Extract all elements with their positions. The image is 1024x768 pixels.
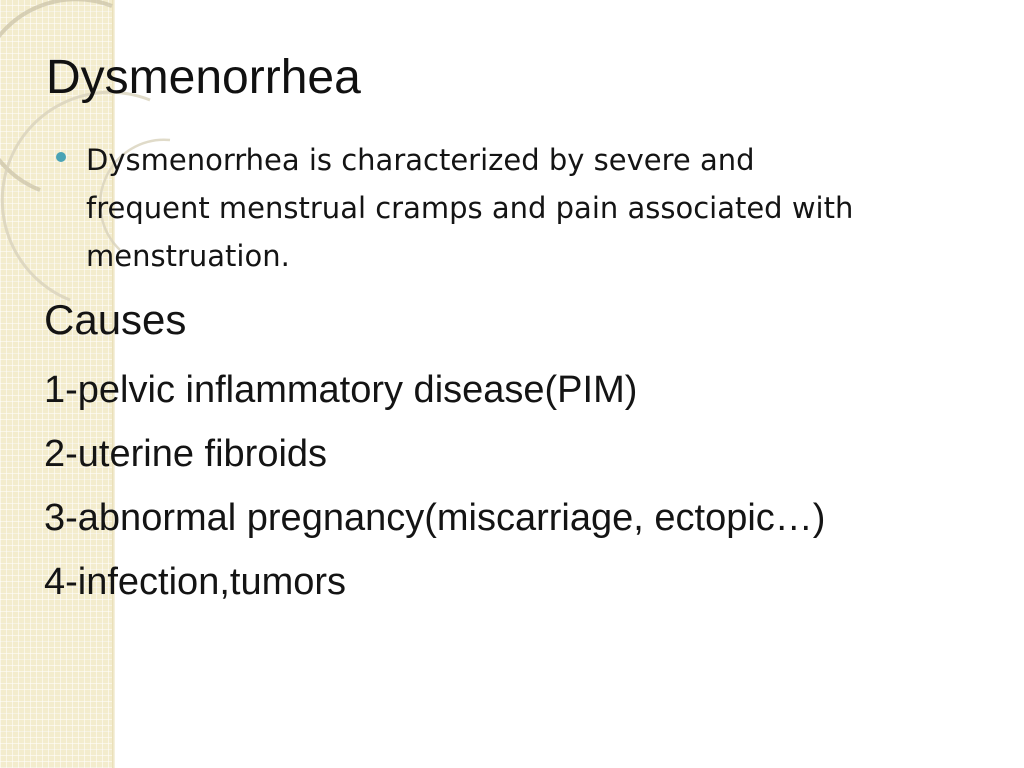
- cause-item: 3-abnormal pregnancy(miscarriage, ectopic…): [44, 497, 826, 539]
- cause-item: 2-uterine fibroids: [44, 433, 328, 475]
- causes-list: [44, 358, 825, 614]
- cause-item: 4-infection,tumors: [44, 561, 347, 603]
- causes-heading: Causes: [44, 296, 187, 343]
- definition-text: Dysmenorrhea is characterized by severe and frequent menstrual cramps and pain associated with menstruation.: [86, 143, 854, 273]
- slide-title: Dysmenorrhea: [46, 51, 361, 104]
- bullet-dot-icon: [56, 152, 66, 162]
- cause-item: 1-pelvic inflammatory disease(PIM): [44, 369, 638, 411]
